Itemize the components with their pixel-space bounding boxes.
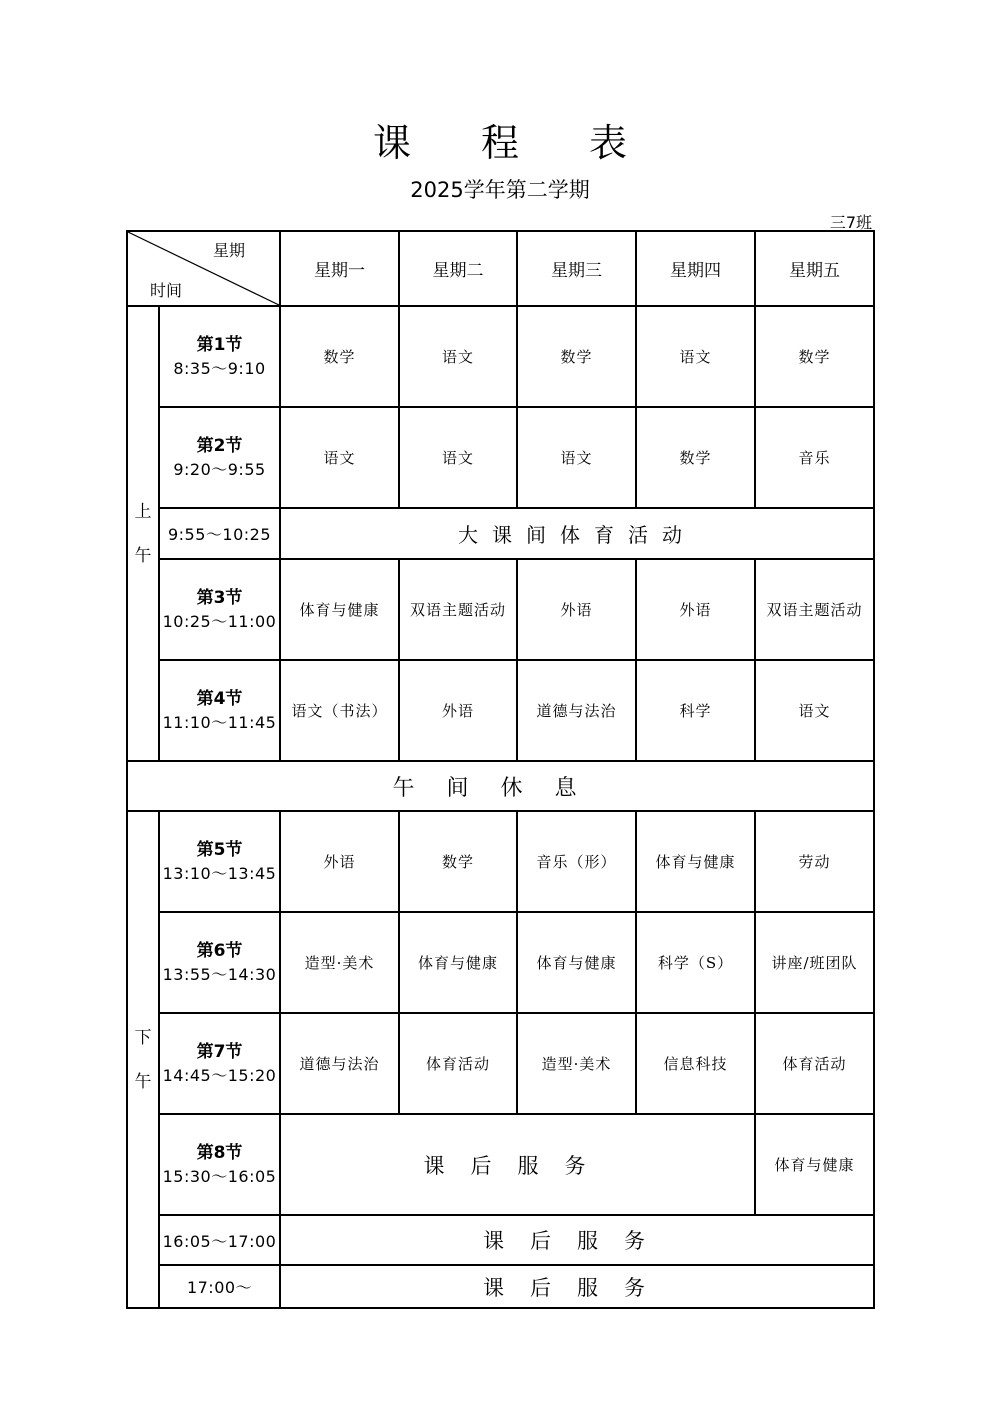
course-cell: 科学: [636, 660, 755, 761]
course-cell: 造型·美术: [280, 912, 399, 1013]
course-cell: 外语: [517, 559, 636, 660]
period-row: [127, 306, 874, 407]
period-time: 11:10～11:45: [162, 712, 277, 732]
course-cell: 体育与健康: [399, 912, 517, 1013]
course-cell: 数学: [399, 811, 517, 912]
course-cell: 道德与法治: [280, 1013, 399, 1114]
after-school-service: 课后服务: [280, 1215, 874, 1265]
course-cell: 语文（书法）: [280, 660, 399, 761]
day-header: 星期一: [280, 231, 399, 306]
course-cell: 语文: [399, 407, 517, 508]
day-header: 星期四: [636, 231, 755, 306]
period-time: 14:45～15:20: [162, 1065, 277, 1085]
title-char: 课: [372, 121, 411, 165]
period-row: [127, 1013, 874, 1114]
period-cell: [159, 1114, 280, 1215]
after-school-service: 课后服务: [280, 1265, 874, 1308]
course-cell: 外语: [636, 559, 755, 660]
day-header: 星期二: [399, 231, 517, 306]
period-name: 第5节: [196, 839, 243, 860]
course-cell: 数学: [280, 306, 399, 407]
course-cell: 造型·美术: [517, 1013, 636, 1114]
break-row: [127, 508, 874, 559]
period-cell: [159, 1013, 280, 1114]
header-row: [127, 231, 874, 306]
course-cell: 科学（S）: [636, 912, 755, 1013]
period-row: [127, 1114, 874, 1215]
course-cell: 语文: [636, 306, 755, 407]
afternoon-label: 下 午: [127, 811, 159, 1308]
period-name: 第4节: [196, 688, 243, 709]
period-row: [127, 559, 874, 660]
course-cell: 音乐: [755, 407, 874, 508]
course-cell: 体育活动: [755, 1013, 874, 1114]
course-cell: 语文: [755, 660, 874, 761]
corner-weekday-label: 星期: [212, 241, 245, 260]
course-cell: 体育与健康: [636, 811, 755, 912]
title-char: 程: [480, 121, 519, 165]
period-time: 10:25～11:00: [162, 611, 277, 631]
period-time: 9:20～9:55: [173, 459, 266, 479]
period-name: 第2节: [196, 435, 243, 456]
noon-break: 午间休息: [127, 761, 874, 811]
break-activity: 大课间体育活动: [280, 508, 874, 559]
course-cell: 体育活动: [399, 1013, 517, 1114]
after-school-service: 课后服务: [280, 1114, 755, 1215]
course-cell: 双语主题活动: [399, 559, 517, 660]
corner-time-label: 时间: [150, 281, 183, 300]
period-row: [127, 407, 874, 508]
title-char: 表: [589, 121, 628, 165]
day-header: 星期三: [517, 231, 636, 306]
period-cell: [159, 559, 280, 660]
course-cell: 外语: [280, 811, 399, 912]
course-cell: 音乐（形）: [517, 811, 636, 912]
course-cell: 双语主题活动: [755, 559, 874, 660]
course-cell: 语文: [517, 407, 636, 508]
period-name: 第8节: [196, 1142, 243, 1163]
course-cell: 外语: [399, 660, 517, 761]
period-cell: [159, 912, 280, 1013]
course-cell: 体育与健康: [280, 559, 399, 660]
service-time: 16:05～17:00: [159, 1215, 280, 1265]
period-time: 13:10～13:45: [162, 863, 277, 883]
schedule-table: [126, 230, 875, 1309]
morning-label: 上 午: [127, 306, 159, 761]
period-name: 第6节: [196, 940, 243, 961]
service-row: [127, 1265, 874, 1308]
period-time: 13:55～14:30: [162, 964, 277, 984]
period-row: [127, 811, 874, 912]
period-cell: [159, 660, 280, 761]
term-subtitle: 2025学年第二学期: [410, 178, 590, 202]
period-row: [127, 912, 874, 1013]
day-header: 星期五: [755, 231, 874, 306]
service-row: [127, 1215, 874, 1265]
course-cell: 数学: [517, 306, 636, 407]
course-cell: 数学: [636, 407, 755, 508]
corner-cell: [127, 231, 280, 306]
period-row: [127, 660, 874, 761]
break-time: 9:55～10:25: [159, 508, 280, 559]
course-cell: 体育与健康: [755, 1114, 874, 1215]
course-cell: 劳动: [755, 811, 874, 912]
course-cell: 信息科技: [636, 1013, 755, 1114]
course-cell: 数学: [755, 306, 874, 407]
period-cell: [159, 811, 280, 912]
period-cell: [159, 407, 280, 508]
course-cell: 讲座/班团队: [755, 912, 874, 1013]
course-cell: 语文: [399, 306, 517, 407]
period-time: 8:35～9:10: [173, 358, 266, 378]
course-cell: 体育与健康: [517, 912, 636, 1013]
noon-row: [127, 761, 874, 811]
period-cell: [159, 306, 280, 407]
course-cell: 语文: [280, 407, 399, 508]
period-name: 第1节: [196, 334, 243, 355]
period-name: 第7节: [196, 1041, 243, 1062]
page-title: [0, 112, 1000, 167]
service-time: 17:00～: [159, 1265, 280, 1308]
course-cell: 道德与法治: [517, 660, 636, 761]
class-label: 三7班: [829, 213, 872, 232]
period-time: 15:30～16:05: [162, 1166, 277, 1186]
period-name: 第3节: [196, 587, 243, 608]
